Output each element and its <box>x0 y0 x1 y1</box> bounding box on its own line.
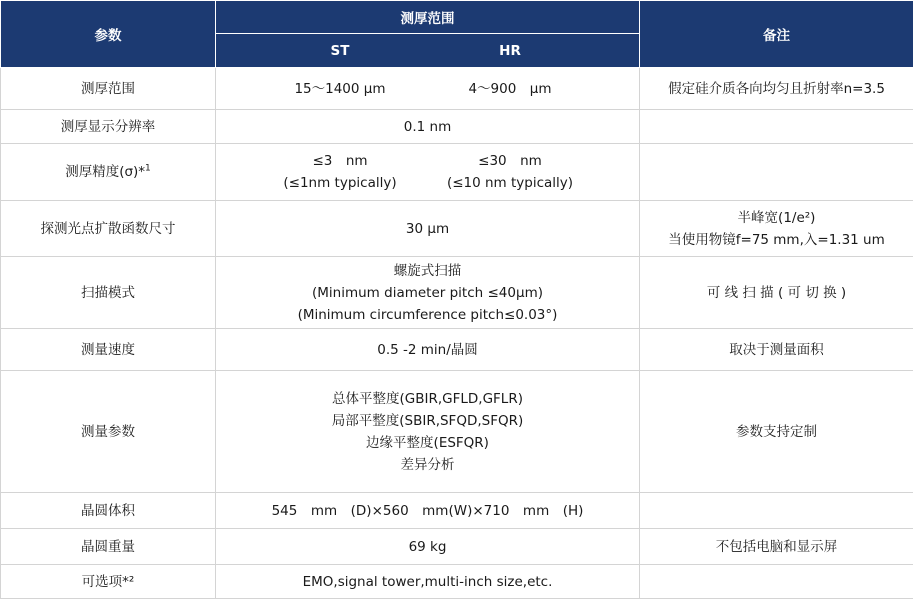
note-cell: 参数支持定制 <box>640 371 913 493</box>
header-range: 测厚范围 <box>216 1 640 34</box>
param-cell: 可选项*² <box>1 565 216 599</box>
st-value: ≤3 nm <box>312 153 368 169</box>
value-cell <box>216 371 640 493</box>
param-cell: 测厚范围 <box>1 68 216 110</box>
table-row <box>1 110 913 144</box>
value-cell: 0.5 -2 min/晶圆 <box>216 329 640 371</box>
hr-typical: (≤10 nm typically) <box>446 175 574 191</box>
note-cell: 可 线 扫 描 ( 可 切 换 ) <box>640 257 913 329</box>
value-cell: 0.1 nm <box>216 110 640 144</box>
value-line: 差异分析 <box>400 456 455 473</box>
note-cell: 假定硅介质各向均匀且折射率n=3.5 <box>640 68 913 110</box>
table-row <box>1 68 913 110</box>
header-st-hr <box>216 34 640 68</box>
table-row <box>1 329 913 371</box>
st-typical: (≤1nm typically) <box>283 175 397 191</box>
note-cell <box>640 493 913 529</box>
note-cell <box>640 565 913 599</box>
value-cell <box>216 68 640 110</box>
note-cell: 不包括电脑和显示屏 <box>640 529 913 565</box>
param-cell: 扫描模式 <box>1 257 216 329</box>
value-cell <box>216 144 640 201</box>
table-row <box>1 201 913 257</box>
value-line: (Minimum diameter pitch ≤40μm) <box>312 284 543 301</box>
value-cell: 69 kg <box>216 529 640 565</box>
note-line: 当使用物镜f=75 mm,入=1.31 um <box>668 231 885 248</box>
note-cell: 取决于测量面积 <box>640 329 913 371</box>
table-row <box>1 529 913 565</box>
note-line: 半峰宽(1/e²) <box>737 209 816 226</box>
param-cell: 测量参数 <box>1 371 216 493</box>
header-hr: HR <box>499 42 521 59</box>
header-param: 参数 <box>1 1 216 68</box>
footnote-mark: 1 <box>145 163 151 174</box>
param-cell <box>1 144 216 201</box>
value-line: (Minimum circumference pitch≤0.03°) <box>297 306 558 323</box>
st-value: 15～1400 μm <box>294 80 386 97</box>
note-cell <box>640 201 913 257</box>
value-line: 局部平整度(SBIR,SFQD,SFQR) <box>331 412 524 429</box>
param-cell: 探测光点扩散函数尺寸 <box>1 201 216 257</box>
param-text: 测厚精度(σ)* <box>65 164 146 180</box>
value-cell: 30 μm <box>216 201 640 257</box>
param-cell: 晶圆重量 <box>1 529 216 565</box>
header-st: ST <box>330 42 350 59</box>
table-row <box>1 493 913 529</box>
value-cell <box>216 257 640 329</box>
note-cell <box>640 110 913 144</box>
table-row <box>1 144 913 201</box>
param-cell: 测量速度 <box>1 329 216 371</box>
hr-value: ≤30 nm <box>478 153 542 169</box>
value-line: 边缘平整度(ESFQR) <box>366 434 489 451</box>
value-line: 螺旋式扫描 <box>393 262 462 279</box>
value-line: 总体平整度(GBIR,GFLD,GFLR) <box>332 390 523 407</box>
param-cell: 晶圆体积 <box>1 493 216 529</box>
table-row <box>1 565 913 599</box>
hr-value: 4～900 μm <box>468 80 552 97</box>
table-row <box>1 257 913 329</box>
param-cell: 测厚显示分辨率 <box>1 110 216 144</box>
table-row <box>1 371 913 493</box>
value-cell: EMO,signal tower,multi-inch size,etc. <box>216 565 640 599</box>
header-notes: 备注 <box>640 1 913 68</box>
value-cell: 545 mm (D)×560 mm(W)×710 mm (H) <box>216 493 640 529</box>
note-cell <box>640 144 913 201</box>
